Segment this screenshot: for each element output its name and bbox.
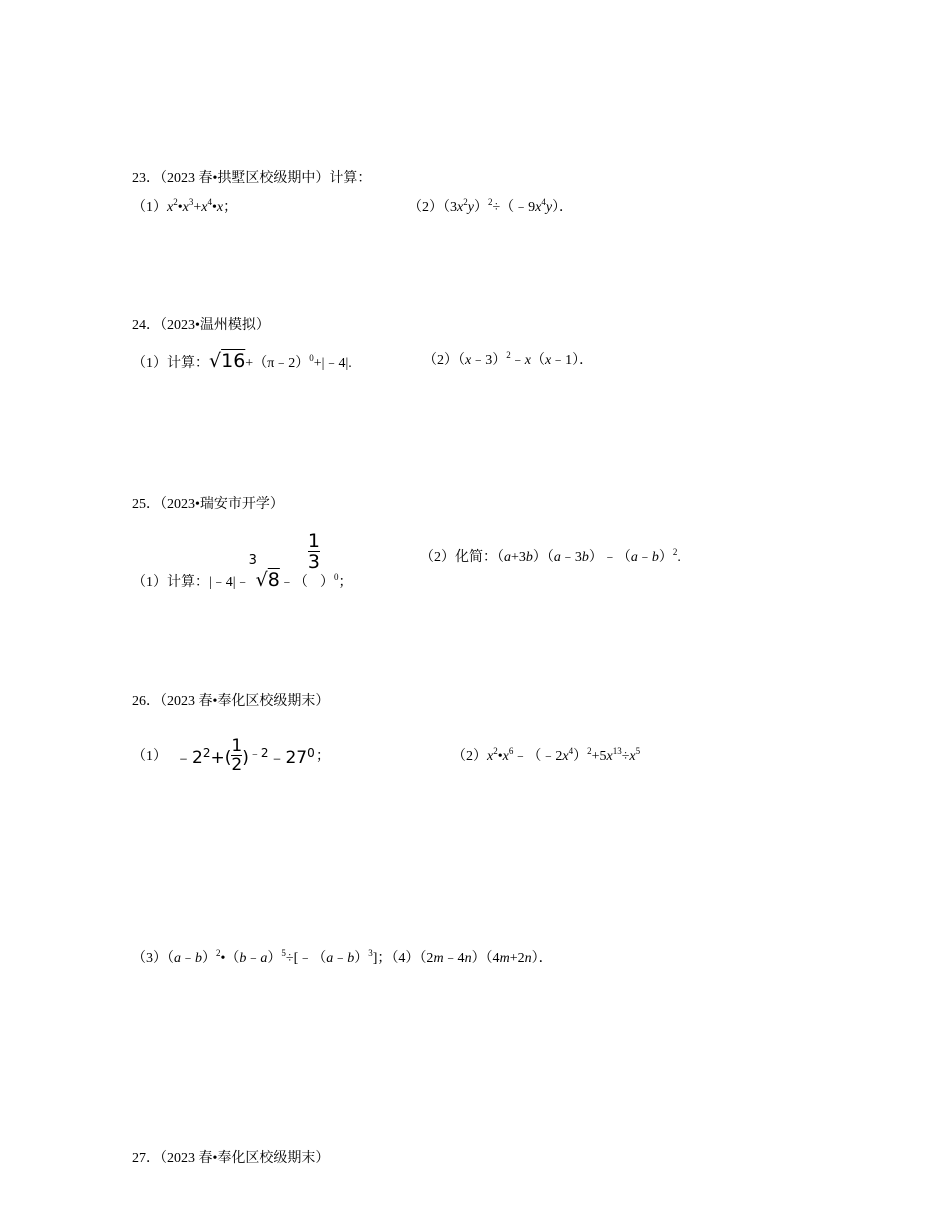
math-expression: $﹣2^2+$( $\frac{1}{2}$ )$^{﹣2}﹣27^0$	[175, 736, 315, 775]
math-expression: $(3x^2y)^2\div(﹣9x^4y)$．	[443, 197, 574, 215]
question-number: 27．	[132, 1151, 160, 1166]
part-label: （1）	[132, 749, 167, 764]
question-25-part-1	[132, 530, 353, 592]
question-25-part-2	[420, 549, 681, 567]
part-label: （1）	[132, 200, 167, 215]
math-expression: （a+3b）（a﹣3b）﹣（a﹣b）$^2$.	[497, 547, 681, 565]
question-25-header	[132, 496, 284, 514]
question-number: 23．	[132, 171, 160, 186]
question-26-part-2	[452, 748, 640, 766]
question-23-part-2	[408, 199, 573, 217]
part-label: （2）	[452, 749, 487, 764]
question-source: （2023•瑞安市开学）	[160, 497, 284, 512]
math-expression: （x﹣3）$^2$﹣x（x﹣1）．	[458, 350, 594, 368]
question-number: 25．	[132, 497, 160, 512]
part-label: （1）计算：	[132, 575, 209, 590]
question-source: （2023 春•奉化区校级期末）	[160, 1151, 330, 1166]
part-label: （2）	[423, 353, 458, 368]
part-label: （2）	[408, 200, 443, 215]
math-expression: （a﹣b）$^2$•（b﹣a）$^5$÷[﹣（a﹣b）$^3$]；	[167, 948, 392, 966]
question-source: （2023•温州模拟）	[160, 318, 270, 333]
math-expression: |﹣4|﹣ 3 √8﹣（ $\frac{1}{3}$ ）$^0$；	[209, 530, 353, 591]
question-number: 24．	[132, 318, 160, 333]
part-label: （3）	[132, 951, 167, 966]
question-26-part-1	[132, 748, 167, 766]
part-label: （1）计算：	[132, 356, 209, 371]
question-23-part-1	[132, 199, 237, 217]
math-expression: $x^2•x^3+x^4•x$；	[167, 197, 238, 215]
question-27-header	[132, 1150, 329, 1168]
question-24-part-2	[423, 352, 593, 370]
question-source: （2023 春•拱墅区校级期中）计算：	[160, 171, 372, 186]
question-26-part-3	[132, 950, 553, 968]
question-number: 26．	[132, 694, 160, 709]
math-expression: √16+（π﹣2）$^0$+|﹣4|.	[209, 350, 352, 372]
part-label: （4）	[391, 951, 420, 966]
question-source: （2023 春•奉化区校级期末）	[160, 694, 330, 709]
question-26-header	[132, 693, 329, 711]
question-24-header	[132, 317, 270, 335]
question-24-part-1	[132, 352, 352, 373]
part-label: （2）化简：	[420, 550, 497, 565]
part-separator: ；	[316, 749, 330, 764]
question-23-header	[132, 170, 371, 188]
math-expression: $x^2•x^6﹣(﹣2x^4)^2+5x^{13}\div x^5$	[487, 746, 641, 764]
math-expression: （2m﹣4n）（4m+2n）．	[419, 951, 553, 966]
